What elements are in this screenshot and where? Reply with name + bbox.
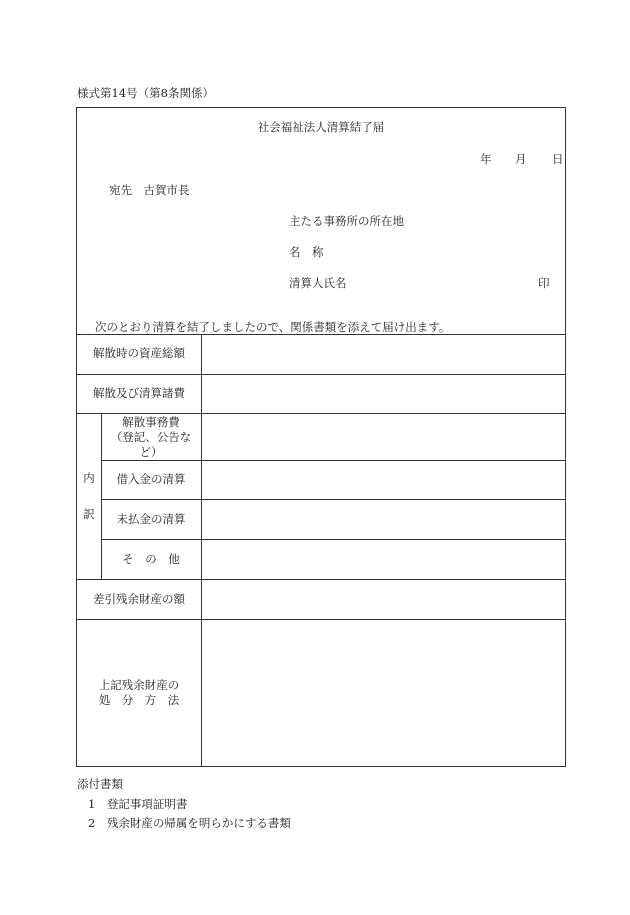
residual-assets-label: 差引残余財産の額	[93, 592, 185, 606]
other-costs-label: そ の 他	[122, 552, 180, 566]
seal-mark: 印	[538, 276, 550, 290]
unpaid-settlement-label: 未払金の清算	[116, 512, 186, 526]
attachment-item: 2 残余財産の帰属を明らかにする書類	[88, 816, 291, 830]
notification-form	[76, 107, 566, 767]
date-day: 日	[552, 152, 564, 166]
row-divider	[101, 460, 565, 461]
office-address-label: 主たる事務所の所在地	[289, 214, 404, 228]
attachment-item: 1 登記事項証明書	[88, 797, 188, 811]
disposal-method-label: 上記残余財産の 処 分 方 法	[98, 678, 180, 707]
form-title: 社会福祉法人清算結了届	[257, 120, 385, 134]
row-divider	[77, 374, 565, 375]
label-column-divider	[201, 334, 202, 766]
row-divider	[77, 334, 565, 335]
form-number: 様式第14号（第8条関係）	[77, 86, 214, 100]
liquidator-name-label: 清算人氏名	[289, 276, 347, 290]
addressee: 宛先 古賀市長	[109, 183, 190, 197]
declaration-statement: 次のとおり清算を結了しましたので、関係書類を添えて届け出ます。	[95, 320, 451, 334]
row-divider	[77, 413, 565, 414]
row-divider	[77, 579, 565, 580]
dissolution-admin-cost-label: 解散事務費 （登記、公告な ど）	[110, 415, 192, 459]
date-year: 年	[480, 152, 492, 166]
loan-settlement-label: 借入金の清算	[116, 472, 186, 486]
date-month: 月	[515, 152, 527, 166]
breakdown-label-1: 内	[83, 471, 95, 485]
breakdown-label-2: 訳	[83, 507, 95, 521]
row-divider	[101, 539, 565, 540]
liquidation-costs-label: 解散及び清算諸費	[93, 386, 185, 400]
row-divider	[101, 499, 565, 500]
total-assets-label: 解散時の資産総額	[93, 346, 185, 360]
name-label: 名 称	[289, 245, 324, 259]
row-divider	[77, 619, 565, 620]
attachments-heading: 添付書類	[77, 777, 123, 791]
